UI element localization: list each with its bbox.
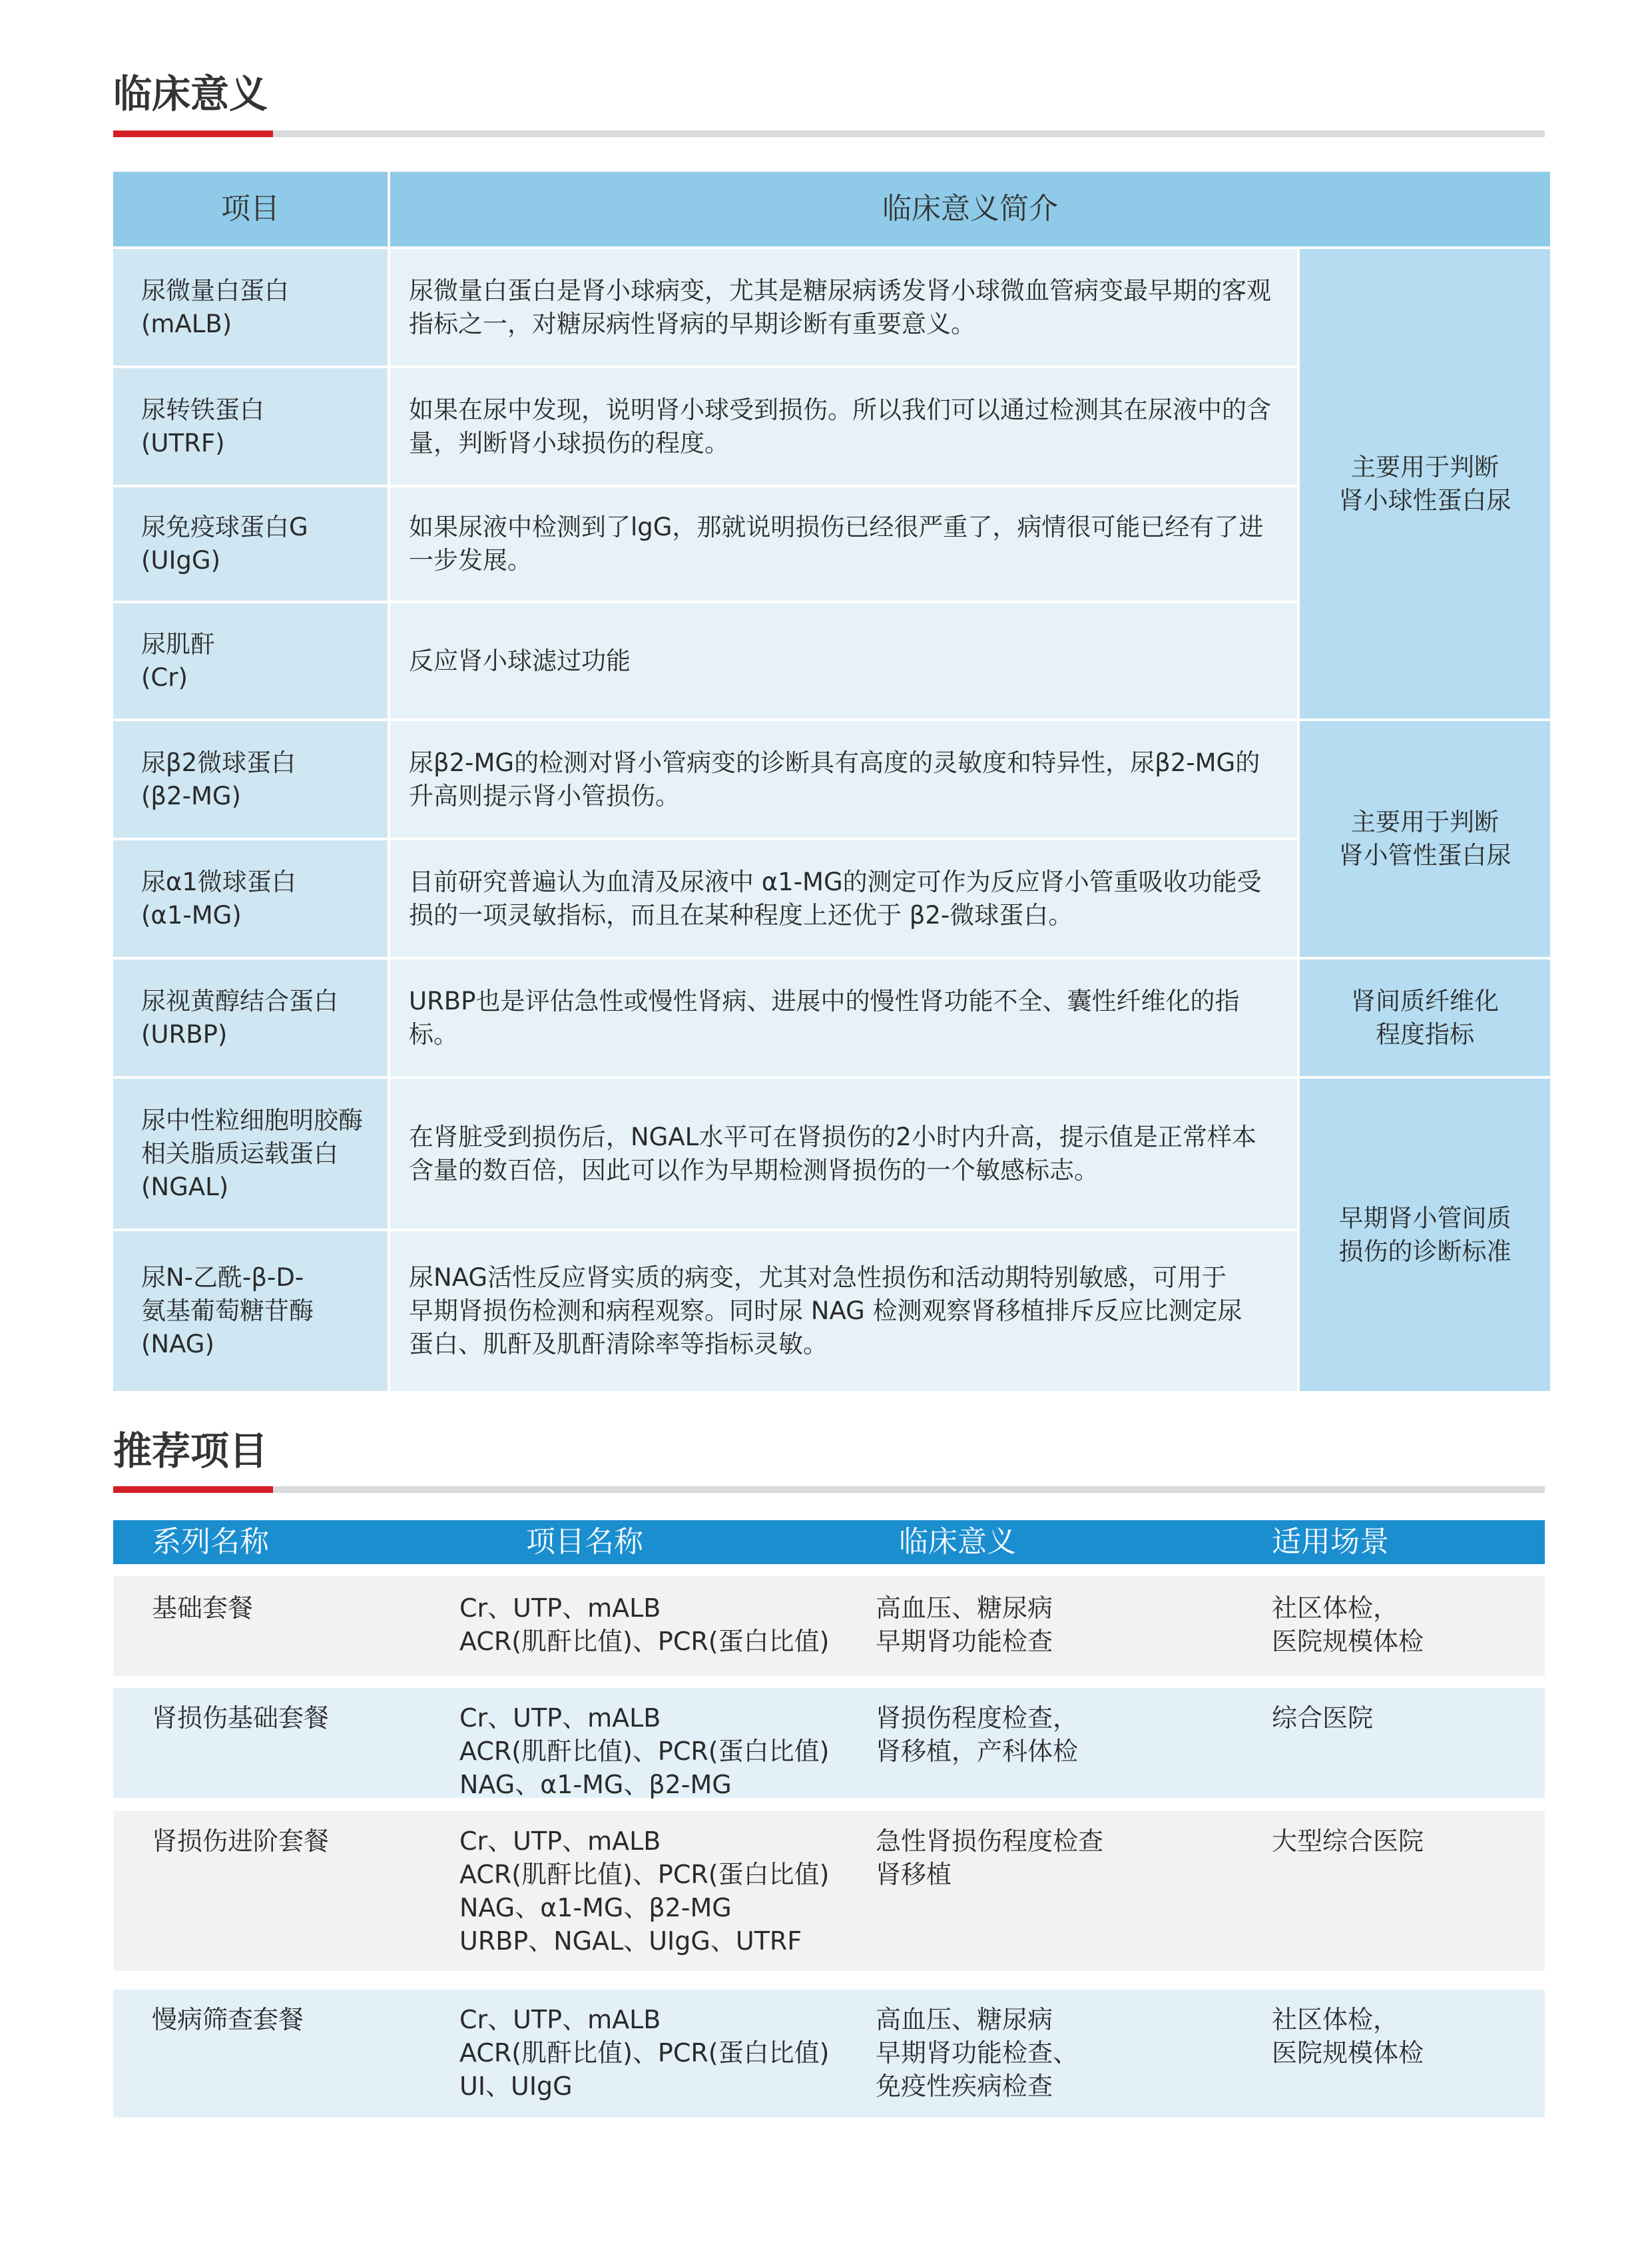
section-title-recommend: 推荐项目 (113, 1428, 268, 1474)
item-name-cr (113, 603, 388, 718)
desc-line: 尿β2-MG的检测对肾小管病变的诊断具有高度的灵敏度和特异性，尿β2-MG的 (409, 748, 1260, 777)
recommend-row-kidney-injury-advanced (113, 1811, 1545, 1971)
series-name: 肾损伤基础套餐 (152, 1703, 330, 1733)
header-series-name: 系列名称 (152, 1525, 269, 1559)
group-label-line: 肾小管性蛋白尿 (1338, 841, 1512, 870)
item-code: (UTRF) (141, 428, 225, 457)
item-desc-a1mg (390, 840, 1297, 957)
desc-line: 升高则提示肾小管损伤。 (409, 781, 680, 810)
desc-line: 一步发展。 (409, 546, 532, 575)
recommend-row-basic (113, 1576, 1545, 1676)
item-code: (α1-MG) (141, 900, 242, 930)
clinical-meaning: 急性肾损伤程度检查 肾移植 (876, 1826, 1104, 1889)
desc-line: 损的一项灵敏指标，而且在某种程度上还优于 β2-微球蛋白。 (409, 900, 1073, 930)
item-desc-uigg (390, 487, 1297, 601)
applicable-scene: 社区体检， 医院规模体检 (1272, 2005, 1424, 2068)
header-clinical-meaning: 临床意义 (899, 1525, 1016, 1559)
item-list: Cr、UTP、mALB ACR(肌酐比值)、PCR(蛋白比值) NAG、α1-MG、β2-MG URBP、NGAL、UIgG、UTRF (459, 1826, 830, 1956)
applicable-scene: 社区体检， 医院规模体检 (1272, 1593, 1424, 1656)
desc-line: URBP也是评估急性或慢性肾病、进展中的慢性肾功能不全、囊性纤维化的指标。 (409, 986, 1240, 1049)
item-code: (β2-MG) (141, 781, 241, 810)
item-desc-malb (390, 249, 1297, 366)
group-glomerular-proteinuria (1300, 249, 1550, 718)
clinical-meaning: 高血压、糖尿病 早期肾功能检查 (876, 1593, 1053, 1656)
group-interstitial-fibrosis (1300, 960, 1550, 1076)
recommend-row-chronic-screening (113, 1990, 1545, 2117)
recommend-row-kidney-injury-basic (113, 1688, 1545, 1798)
item-name-line: 尿β2微球蛋白 (141, 748, 296, 777)
item-name-line: 相关脂质运载蛋白 (141, 1139, 338, 1168)
desc-line: 尿微量白蛋白是肾小球病变，尤其是糖尿病诱发肾小球微血管病变最早期的客观 (409, 276, 1271, 305)
item-name-urbp (113, 960, 388, 1076)
item-name-utrf (113, 368, 388, 485)
group-label-line: 主要用于判断 (1351, 452, 1499, 481)
item-list: Cr、UTP、mALB ACR(肌酐比值)、PCR(蛋白比值) UI、UIgG (459, 2005, 830, 2101)
header-item: 项目 (113, 172, 388, 246)
desc-line: 反应肾小球滤过功能 (409, 646, 631, 675)
item-name-line: 尿α1微球蛋白 (141, 867, 296, 896)
item-list: Cr、UTP、mALB ACR(肌酐比值)、PCR(蛋白比值) (459, 1593, 830, 1656)
desc-line: 尿NAG活性反应肾实质的病变，尤其对急性损伤和活动期特别敏感，可用于 (409, 1263, 1227, 1292)
desc-line: 指标之一，对糖尿病性肾病的早期诊断有重要意义。 (409, 309, 975, 338)
item-code: (mALB) (141, 309, 232, 338)
series-name: 慢病筛查套餐 (152, 2005, 304, 2034)
item-name-nag (113, 1231, 388, 1391)
section-divider-accent (113, 1486, 273, 1493)
desc-line: 量，判断肾小球损伤的程度。 (409, 428, 729, 457)
desc-line: 早期肾损伤检测和病程观察。同时尿 NAG 检测观察肾移植排斥反应比测定尿 (409, 1296, 1242, 1325)
item-name-line: 尿N-乙酰-β-D- (141, 1263, 304, 1292)
section-title-clinical: 临床意义 (113, 71, 268, 117)
item-name-malb (113, 249, 388, 366)
item-code: (NGAL) (141, 1172, 229, 1201)
item-code: (Cr) (141, 663, 188, 692)
item-code: (URBP) (141, 1019, 228, 1049)
item-desc-nag (390, 1231, 1297, 1391)
recommend-table-header (113, 1520, 1545, 1564)
group-tubular-proteinuria (1300, 721, 1550, 957)
item-name-b2mg (113, 721, 388, 838)
header-scene: 适用场景 (1272, 1525, 1389, 1559)
section-divider-accent (113, 131, 273, 137)
group-label-line: 程度指标 (1376, 1019, 1474, 1049)
item-desc-urbp (390, 960, 1297, 1076)
item-code: (UIgG) (141, 546, 221, 575)
item-name-line: 尿转铁蛋白 (141, 395, 264, 424)
group-label-line: 主要用于判断 (1351, 808, 1499, 836)
desc-line: 如果尿液中检测到了lgG，那就说明损伤已经很严重了，病情很可能已经有了进 (409, 513, 1264, 541)
group-label-line: 早期肾小管间质 (1338, 1203, 1512, 1233)
header-item-name: 项目名称 (526, 1525, 643, 1559)
desc-line: 目前研究普遍认为血清及尿液中 α1-MG的测定可作为反应肾小管重吸收功能受 (409, 867, 1262, 896)
item-desc-b2mg (390, 721, 1297, 838)
item-name-line: 尿中性粒细胞明胶酶 (141, 1105, 363, 1135)
item-name-line: 尿免疫球蛋白G (141, 513, 308, 541)
item-name-line: 尿视黄醇结合蛋白 (141, 986, 338, 1015)
item-desc-ngal (390, 1079, 1297, 1229)
group-label-line: 肾小球性蛋白尿 (1338, 485, 1512, 515)
item-name-line: 尿肌酐 (141, 629, 215, 659)
item-name-line: 氨基葡萄糖苷酶 (141, 1296, 314, 1325)
item-list: Cr、UTP、mALB ACR(肌酐比值)、PCR(蛋白比值) NAG、α1-MG、β2-MG (459, 1703, 830, 1799)
desc-line: 蛋白、肌酐及肌酐清除率等指标灵敏。 (409, 1330, 828, 1358)
group-label-line: 损伤的诊断标准 (1338, 1237, 1512, 1266)
group-early-tubulointerstitial (1300, 1079, 1550, 1391)
item-name-a1mg (113, 840, 388, 957)
item-name-uigg (113, 487, 388, 601)
section-divider (113, 1486, 1545, 1493)
desc-line: 在肾脏受到损伤后，NGAL水平可在肾损伤的2小时内升高，提示值是正常样本 (409, 1122, 1256, 1151)
applicable-scene: 大型综合医院 (1272, 1826, 1424, 1856)
item-desc-cr (390, 603, 1297, 718)
clinical-meaning: 肾损伤程度检查， 肾移植，产科体检 (876, 1703, 1079, 1766)
item-name-ngal (113, 1079, 388, 1229)
item-code: (NAG) (141, 1330, 214, 1358)
series-name: 基础套餐 (152, 1593, 254, 1623)
group-label-line: 肾间质纤维化 (1351, 986, 1499, 1015)
section-divider (113, 131, 1545, 137)
series-name: 肾损伤进阶套餐 (152, 1826, 330, 1856)
item-desc-utrf (390, 368, 1297, 485)
header-summary: 临床意义简介 (390, 172, 1550, 246)
desc-line: 如果在尿中发现，说明肾小球受到损伤。所以我们可以通过检测其在尿液中的含 (409, 395, 1271, 424)
desc-line: 含量的数百倍，因此可以作为早期检测肾损伤的一个敏感标志。 (409, 1155, 1099, 1185)
applicable-scene: 综合医院 (1272, 1703, 1374, 1733)
clinical-meaning: 高血压、糖尿病 早期肾功能检查、 免疫性疾病检查 (876, 2005, 1079, 2101)
item-name-line: 尿微量白蛋白 (141, 276, 289, 305)
clinical-significance-table (113, 172, 1545, 1366)
